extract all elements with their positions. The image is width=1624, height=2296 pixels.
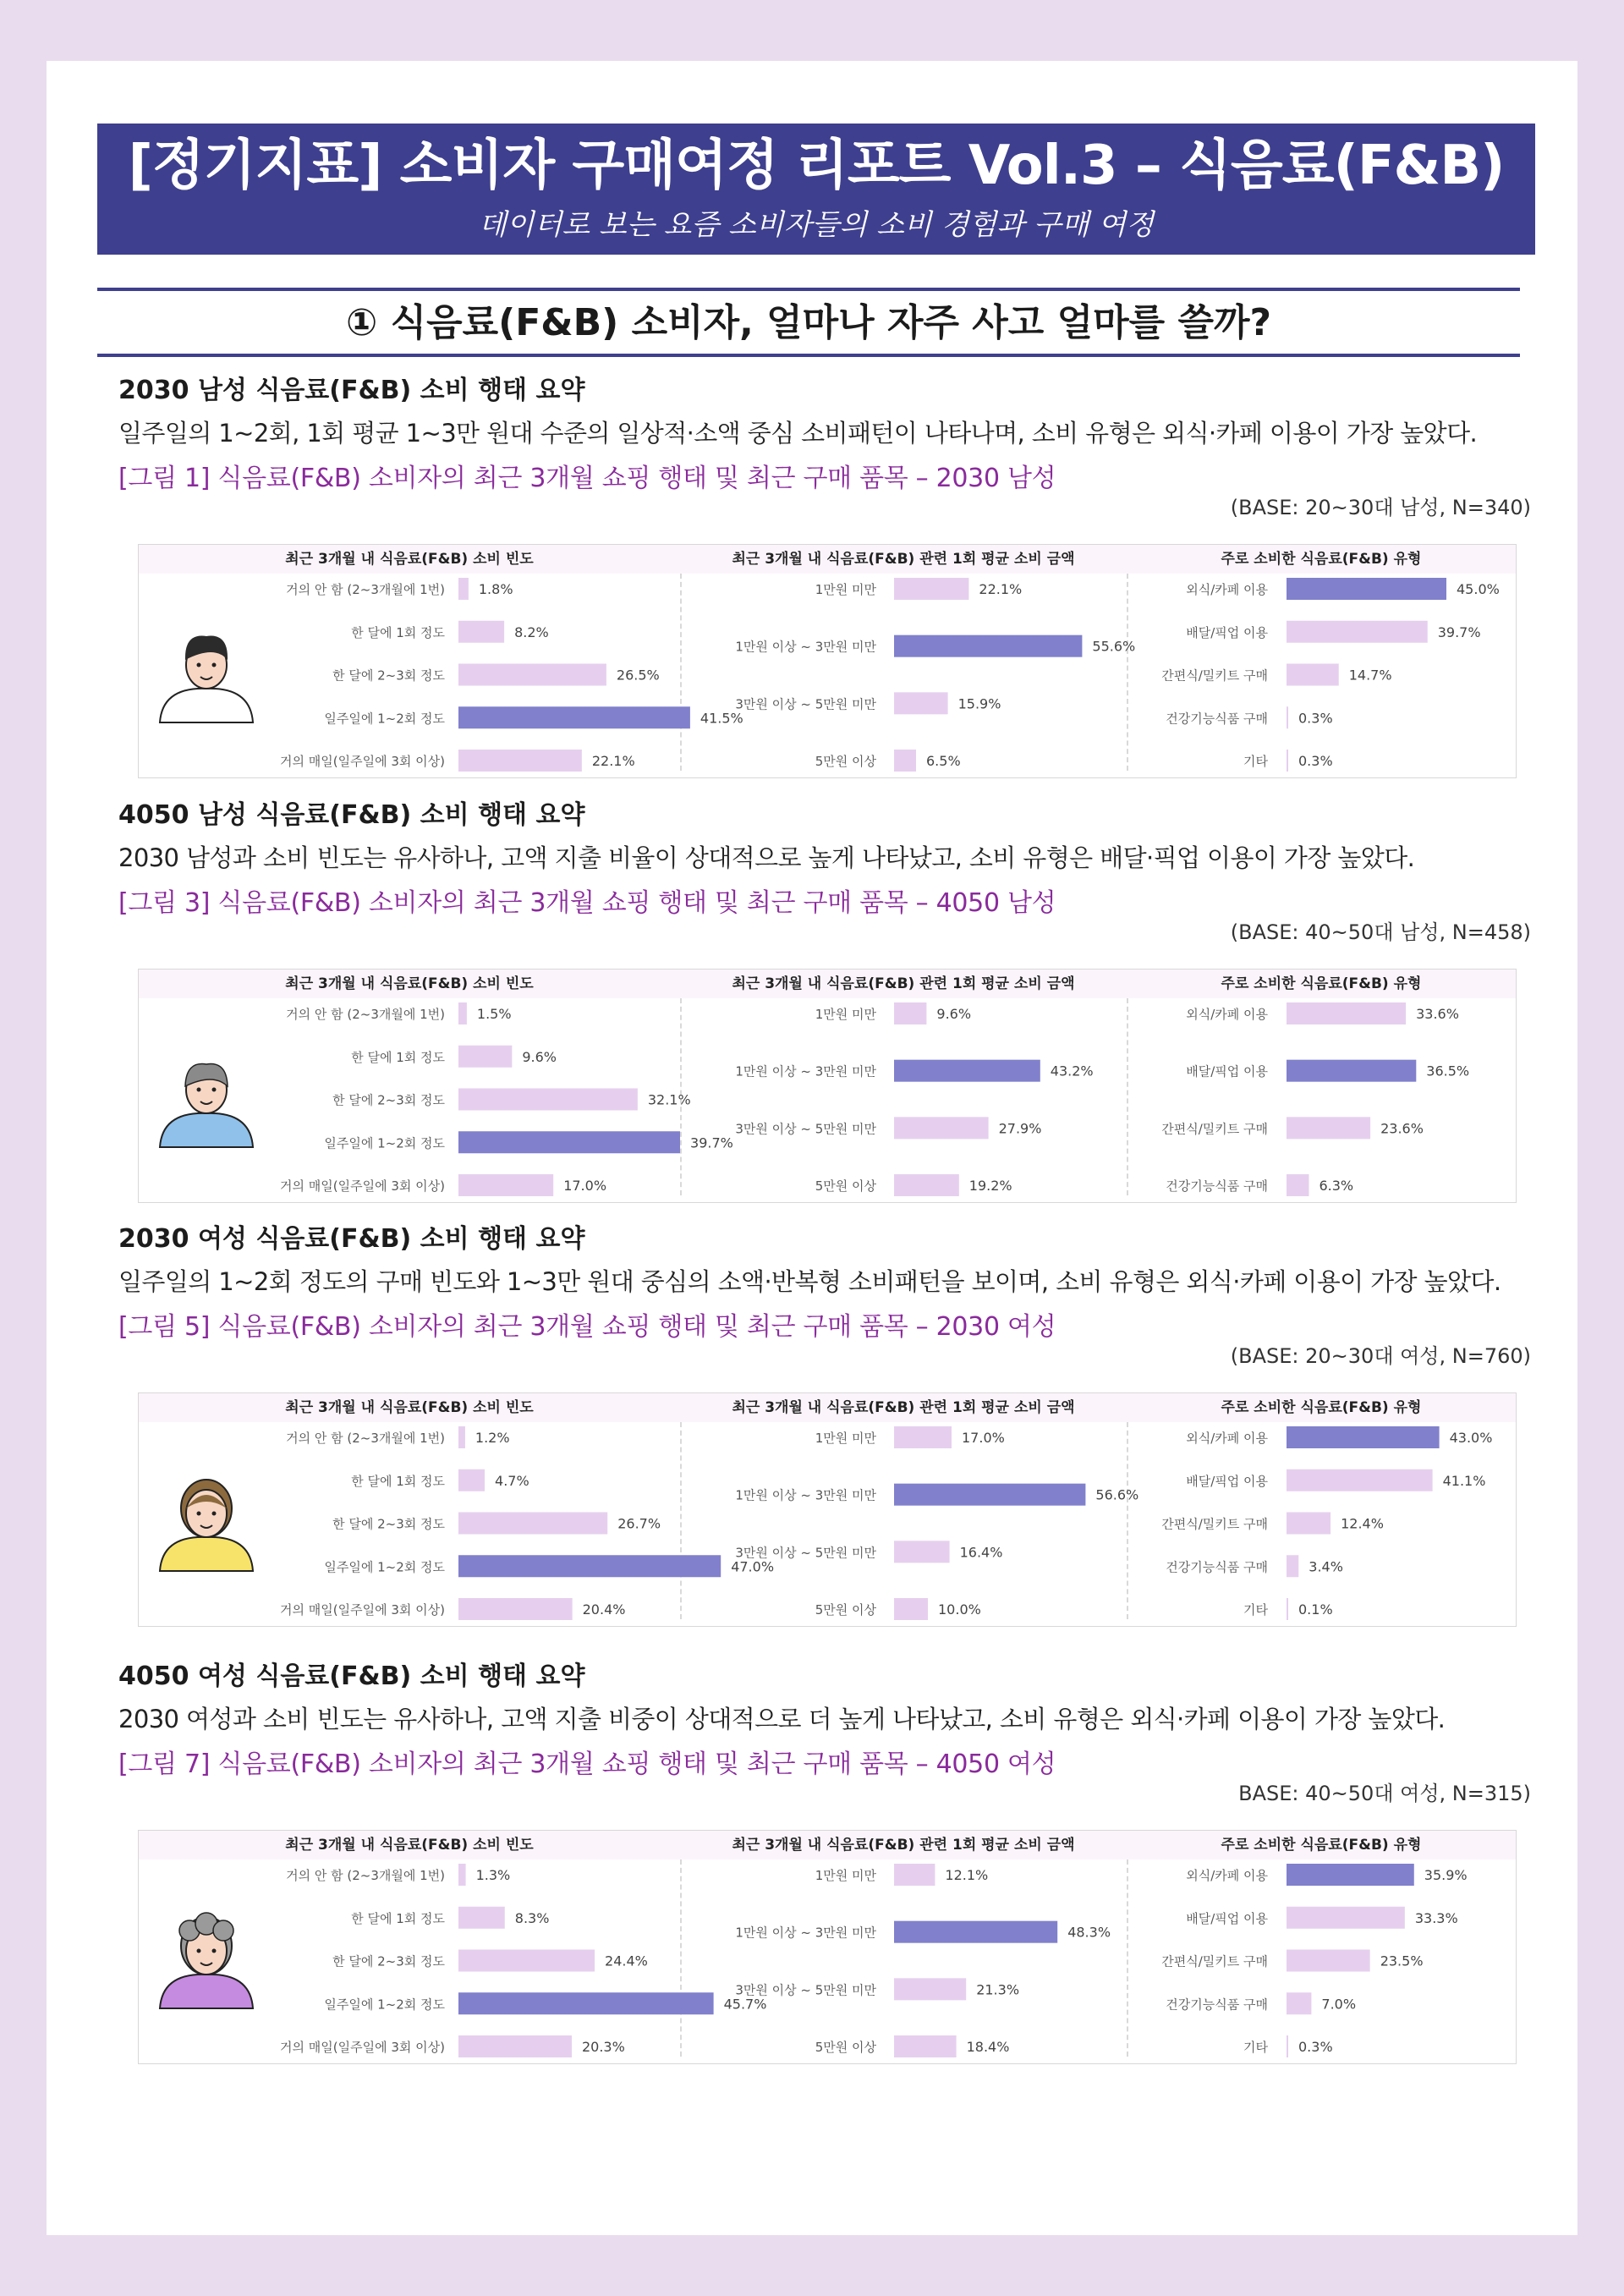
value-label: 43.2% — [1050, 1063, 1094, 1079]
bar — [458, 2035, 572, 2057]
persona-avatar-icon — [160, 636, 253, 722]
category-label: 건강기능식품 구매 — [1166, 1997, 1268, 2013]
category-label: 한 달에 2~3회 정도 — [332, 1516, 445, 1532]
col-head-spend: 최근 3개월 내 식음료(F&B) 관련 1회 평균 소비 금액 — [680, 545, 1127, 574]
block-summary: 일주일의 1~2회 정도의 구매 빈도와 1~3만 원대 중심의 소액·반복형 소비패턴을 보이며, 소비 유형은 외식·카페 이용이 가장 높았다. — [118, 1267, 1501, 1296]
category-label: 1만원 이상 ~ 3만원 미만 — [735, 1063, 876, 1079]
bar — [1287, 706, 1288, 728]
value-label: 15.9% — [957, 695, 1001, 712]
bar — [458, 706, 690, 728]
persona-avatar-icon — [160, 1913, 253, 2008]
category-label: 외식/카페 이용 — [1186, 582, 1268, 597]
value-label: 8.2% — [514, 623, 549, 640]
category-label: 1만원 미만 — [815, 1868, 876, 1883]
value-label: 43.0% — [1449, 1430, 1493, 1446]
bar — [458, 578, 469, 600]
category-label: 기타 — [1243, 1602, 1268, 1618]
value-label: 17.0% — [563, 1178, 607, 1194]
category-label: 1만원 이상 ~ 3만원 미만 — [735, 1925, 876, 1941]
col-head-type: 주로 소비한 식음료(F&B) 유형 — [1127, 545, 1516, 574]
category-label: 간편식/밀키트 구매 — [1161, 1516, 1268, 1532]
category-label: 거의 매일(일주일에 3회 이상) — [280, 754, 445, 769]
value-label: 8.3% — [514, 1909, 550, 1926]
value-label: 12.4% — [1341, 1515, 1384, 1532]
bar — [458, 1469, 485, 1491]
summary-block-4050-female — [118, 1658, 1531, 1805]
category-label: 외식/카페 이용 — [1186, 1868, 1268, 1883]
base-note: (BASE: 20~30대 여성, N=760) — [1230, 1344, 1531, 1368]
category-label: 3만원 이상 ~ 5만원 미만 — [735, 696, 876, 712]
value-label: 0.1% — [1298, 1601, 1333, 1618]
figure-caption: [그림 7] 식음료(F&B) 소비자의 최근 3개월 쇼핑 행태 및 최근 구매 품목 – 4050 여성 — [118, 1749, 1056, 1779]
bar — [894, 1598, 928, 1620]
bar — [1287, 1864, 1414, 1886]
bar — [1287, 1174, 1309, 1196]
value-label: 56.6% — [1095, 1486, 1139, 1503]
category-label: 한 달에 1회 정도 — [351, 1049, 445, 1065]
category-label: 3만원 이상 ~ 5만원 미만 — [735, 1545, 876, 1561]
value-label: 24.4% — [605, 1953, 648, 1969]
category-label: 배달/픽업 이용 — [1186, 624, 1268, 640]
col-head-spend: 최근 3개월 내 식음료(F&B) 관련 1회 평균 소비 금액 — [680, 969, 1127, 998]
bar — [894, 1921, 1057, 1943]
value-label: 41.5% — [700, 710, 743, 727]
bar — [894, 1484, 1085, 1506]
block-heading: 4050 남성 식음료(F&B) 소비 행태 요약 — [118, 800, 585, 830]
category-label: 거의 매일(일주일에 3회 이상) — [280, 2040, 445, 2055]
chart-svg — [139, 1393, 1516, 1626]
figure-caption: [그림 3] 식음료(F&B) 소비자의 최근 3개월 쇼핑 행태 및 최근 구매 품목 – 4050 남성 — [118, 888, 1056, 918]
block-summary: 2030 여성과 소비 빈도는 유사하나, 고액 지출 비중이 상대적으로 더 높게 나타났고, 소비 유형은 외식·카페 이용이 가장 높았다. — [118, 1705, 1446, 1733]
value-label: 33.3% — [1414, 1909, 1458, 1926]
block-summary: 일주일의 1~2회, 1회 평균 1~3만 원대 수준의 일상적·소액 중심 소비패턴이 나타나며, 소비 유형은 외식·카페 이용이 가장 높았다. — [118, 419, 1478, 448]
bar — [1287, 1555, 1298, 1577]
bar — [458, 1992, 714, 2014]
category-label: 1만원 미만 — [815, 1007, 876, 1022]
value-label: 45.7% — [723, 1996, 767, 2013]
chart-panel-2030-male — [138, 544, 1517, 778]
bar — [1287, 1513, 1330, 1535]
bar — [458, 621, 504, 643]
category-label: 한 달에 2~3회 정도 — [332, 1953, 445, 1969]
bar — [1287, 1426, 1440, 1448]
value-label: 26.7% — [617, 1515, 661, 1532]
category-label: 3만원 이상 ~ 5만원 미만 — [735, 1121, 876, 1137]
value-label: 35.9% — [1424, 1867, 1468, 1883]
category-label: 기타 — [1243, 754, 1268, 769]
value-label: 3.4% — [1309, 1558, 1343, 1575]
value-label: 1.3% — [475, 1867, 511, 1883]
category-label: 외식/카페 이용 — [1186, 1431, 1268, 1446]
bar — [1287, 621, 1428, 643]
report-subtitle: 데이터로 보는 요즘 소비자들의 소비 경험과 구매 여정 — [478, 208, 1155, 242]
value-label: 33.6% — [1416, 1006, 1459, 1022]
bar — [1287, 2035, 1288, 2057]
bar — [894, 1060, 1040, 1082]
category-label: 1만원 미만 — [815, 582, 876, 597]
bar — [1287, 1907, 1405, 1929]
section-rule-bottom — [97, 354, 1520, 357]
category-label: 간편식/밀키트 구매 — [1161, 1121, 1268, 1137]
value-label: 14.7% — [1348, 667, 1392, 684]
value-label: 39.7% — [1437, 623, 1481, 640]
category-label: 5만원 이상 — [815, 1602, 876, 1618]
bar — [894, 1864, 935, 1886]
value-label: 0.3% — [1298, 710, 1333, 727]
value-label: 22.1% — [979, 581, 1023, 597]
category-label: 일주일에 1~2회 정도 — [324, 711, 445, 727]
value-label: 18.4% — [966, 2039, 1010, 2055]
col-head-frequency: 최근 3개월 내 식음료(F&B) 소비 빈도 — [139, 1393, 680, 1422]
summary-block-4050-male — [118, 797, 1531, 944]
col-head-type: 주로 소비한 식음료(F&B) 유형 — [1127, 1831, 1516, 1859]
category-label: 한 달에 2~3회 정도 — [332, 667, 445, 684]
persona-avatar-icon — [160, 1480, 253, 1571]
bar — [894, 692, 948, 714]
bar — [894, 1002, 926, 1024]
value-label: 23.5% — [1380, 1953, 1424, 1969]
value-label: 6.3% — [1319, 1178, 1354, 1194]
block-heading: 4050 여성 식음료(F&B) 소비 행태 요약 — [118, 1662, 585, 1691]
value-label: 32.1% — [647, 1091, 691, 1108]
value-label: 0.3% — [1298, 753, 1333, 769]
report-title: [정기지표] 소비자 구매여정 리포트 Vol.3 – 식음료(F&B) — [128, 135, 1505, 197]
bar — [894, 578, 968, 600]
category-label: 1만원 미만 — [815, 1431, 876, 1446]
block-summary: 2030 남성과 소비 빈도는 유사하나, 고액 지출 비율이 상대적으로 높게 나타났고, 소비 유형은 배달·픽업 이용이 가장 높았다. — [118, 843, 1415, 872]
value-label: 45.0% — [1457, 581, 1500, 597]
value-label: 4.7% — [495, 1472, 529, 1489]
bar — [1287, 1469, 1433, 1491]
bar — [1287, 1117, 1370, 1139]
value-label: 9.6% — [936, 1006, 972, 1022]
category-label: 간편식/밀키트 구매 — [1161, 1953, 1268, 1969]
bar — [458, 1907, 505, 1929]
block-heading: 2030 남성 식음료(F&B) 소비 행태 요약 — [118, 376, 585, 405]
category-label: 일주일에 1~2회 정도 — [324, 1135, 445, 1151]
value-label: 21.3% — [976, 1981, 1020, 1998]
figure-caption: [그림 5] 식음료(F&B) 소비자의 최근 3개월 쇼핑 행태 및 최근 구매 품목 – 2030 여성 — [118, 1312, 1056, 1342]
value-label: 48.3% — [1067, 1924, 1111, 1941]
value-label: 1.2% — [475, 1430, 510, 1446]
value-label: 39.7% — [690, 1134, 733, 1151]
bar — [894, 750, 916, 772]
chart-svg — [139, 969, 1516, 1202]
category-label: 건강기능식품 구매 — [1166, 711, 1268, 727]
col-head-type: 주로 소비한 식음료(F&B) 유형 — [1127, 1393, 1516, 1422]
bar — [458, 1426, 465, 1448]
col-head-frequency: 최근 3개월 내 식음료(F&B) 소비 빈도 — [139, 545, 680, 574]
bar — [458, 664, 606, 686]
value-label: 0.3% — [1298, 2039, 1333, 2055]
value-label: 27.9% — [998, 1120, 1042, 1137]
bar — [894, 1541, 950, 1563]
category-label: 배달/픽업 이용 — [1186, 1063, 1268, 1079]
value-label: 1.5% — [476, 1006, 512, 1022]
category-label: 5만원 이상 — [815, 2040, 876, 2055]
category-label: 3만원 이상 ~ 5만원 미만 — [735, 1982, 876, 1998]
value-label: 20.3% — [581, 2039, 625, 2055]
bar — [1287, 664, 1339, 686]
category-label: 배달/픽업 이용 — [1186, 1910, 1268, 1926]
bar — [894, 1426, 952, 1448]
bar — [458, 1598, 573, 1620]
col-head-type: 주로 소비한 식음료(F&B) 유형 — [1127, 969, 1516, 998]
category-label: 일주일에 1~2회 정도 — [324, 1559, 445, 1575]
bar — [458, 1131, 680, 1153]
category-label: 거의 안 함 (2~3개월에 1번) — [286, 1007, 445, 1022]
summary-block-2030-male — [118, 372, 1531, 519]
col-head-frequency: 최근 3개월 내 식음료(F&B) 소비 빈도 — [139, 1831, 680, 1859]
block-heading: 2030 여성 식음료(F&B) 소비 행태 요약 — [118, 1224, 585, 1254]
category-label: 간편식/밀키트 구매 — [1161, 667, 1268, 684]
summary-block-2030-female — [118, 1221, 1531, 1368]
bar — [458, 1555, 721, 1577]
category-label: 1만원 이상 ~ 3만원 미만 — [735, 639, 876, 655]
value-label: 19.2% — [968, 1178, 1012, 1194]
persona-avatar-icon — [160, 1064, 253, 1147]
section-rule-top — [97, 288, 1520, 291]
chart-panel-4050-male — [138, 969, 1517, 1203]
section-title: ① 식음료(F&B) 소비자, 얼마나 자주 사고 얼마를 쓸까? — [346, 301, 1271, 344]
bar — [458, 1950, 595, 1972]
bar — [894, 635, 1082, 657]
value-label: 1.8% — [478, 581, 513, 597]
value-label: 22.1% — [591, 753, 635, 769]
value-label: 36.5% — [1426, 1063, 1470, 1079]
bar — [1287, 1598, 1288, 1620]
bar — [458, 1089, 638, 1111]
category-label: 기타 — [1243, 2040, 1268, 2055]
chart-svg — [139, 1831, 1516, 2063]
category-label: 거의 안 함 (2~3개월에 1번) — [286, 1431, 445, 1446]
category-label: 거의 안 함 (2~3개월에 1번) — [286, 582, 445, 597]
value-label: 47.0% — [731, 1558, 775, 1575]
value-label: 16.4% — [959, 1544, 1003, 1561]
bar — [1287, 1060, 1416, 1082]
col-head-spend: 최근 3개월 내 식음료(F&B) 관련 1회 평균 소비 금액 — [680, 1393, 1127, 1422]
bar — [894, 1117, 989, 1139]
bar — [458, 1046, 512, 1068]
category-label: 건강기능식품 구매 — [1166, 1178, 1268, 1194]
base-note: (BASE: 40~50대 남성, N=458) — [1230, 920, 1531, 944]
category-label: 5만원 이상 — [815, 1178, 876, 1194]
value-label: 12.1% — [945, 1867, 989, 1883]
bar — [1287, 1950, 1370, 1972]
category-label: 배달/픽업 이용 — [1186, 1473, 1268, 1489]
bar — [458, 1513, 607, 1535]
value-label: 41.1% — [1442, 1472, 1486, 1489]
category-label: 일주일에 1~2회 정도 — [324, 1997, 445, 2013]
category-label: 거의 안 함 (2~3개월에 1번) — [286, 1868, 445, 1883]
category-label: 외식/카페 이용 — [1186, 1007, 1268, 1022]
bar — [1287, 578, 1446, 600]
value-label: 9.6% — [522, 1048, 557, 1065]
category-label: 5만원 이상 — [815, 754, 876, 769]
category-label: 한 달에 1회 정도 — [351, 624, 445, 640]
base-note: (BASE: 20~30대 남성, N=340) — [1230, 496, 1531, 519]
value-label: 7.0% — [1321, 1996, 1357, 2013]
category-label: 한 달에 2~3회 정도 — [332, 1092, 445, 1108]
bar — [458, 750, 582, 772]
bar — [1287, 750, 1288, 772]
col-head-spend: 최근 3개월 내 식음료(F&B) 관련 1회 평균 소비 금액 — [680, 1831, 1127, 1859]
value-label: 26.5% — [616, 667, 660, 684]
value-label: 6.5% — [926, 753, 961, 769]
category-label: 건강기능식품 구매 — [1166, 1559, 1268, 1575]
category-label: 1만원 이상 ~ 3만원 미만 — [735, 1487, 876, 1503]
value-label: 23.6% — [1380, 1120, 1424, 1137]
chart-panel-2030-female — [138, 1392, 1517, 1627]
chart-panel-4050-female — [138, 1830, 1517, 2064]
category-label: 한 달에 1회 정도 — [351, 1910, 445, 1926]
bar — [894, 1174, 959, 1196]
category-label: 한 달에 1회 정도 — [351, 1473, 445, 1489]
bar — [458, 1864, 466, 1886]
bar — [894, 1978, 966, 2000]
value-label: 10.0% — [938, 1601, 981, 1618]
chart-svg — [139, 545, 1516, 777]
title-band — [97, 124, 1535, 255]
col-head-frequency: 최근 3개월 내 식음료(F&B) 소비 빈도 — [139, 969, 680, 998]
bar — [1287, 1002, 1406, 1024]
base-note: BASE: 40~50대 여성, N=315) — [1238, 1782, 1531, 1805]
value-label: 55.6% — [1092, 638, 1136, 655]
bar — [458, 1002, 467, 1024]
category-label: 거의 매일(일주일에 3회 이상) — [280, 1602, 445, 1618]
bar — [458, 1174, 553, 1196]
category-label: 거의 매일(일주일에 3회 이상) — [280, 1178, 445, 1194]
bar — [1287, 1992, 1311, 2014]
figure-caption: [그림 1] 식음료(F&B) 소비자의 최근 3개월 쇼핑 행태 및 최근 구매 품목 – 2030 남성 — [118, 464, 1056, 493]
value-label: 17.0% — [962, 1430, 1005, 1446]
bar — [894, 2035, 957, 2057]
value-label: 20.4% — [582, 1601, 626, 1618]
